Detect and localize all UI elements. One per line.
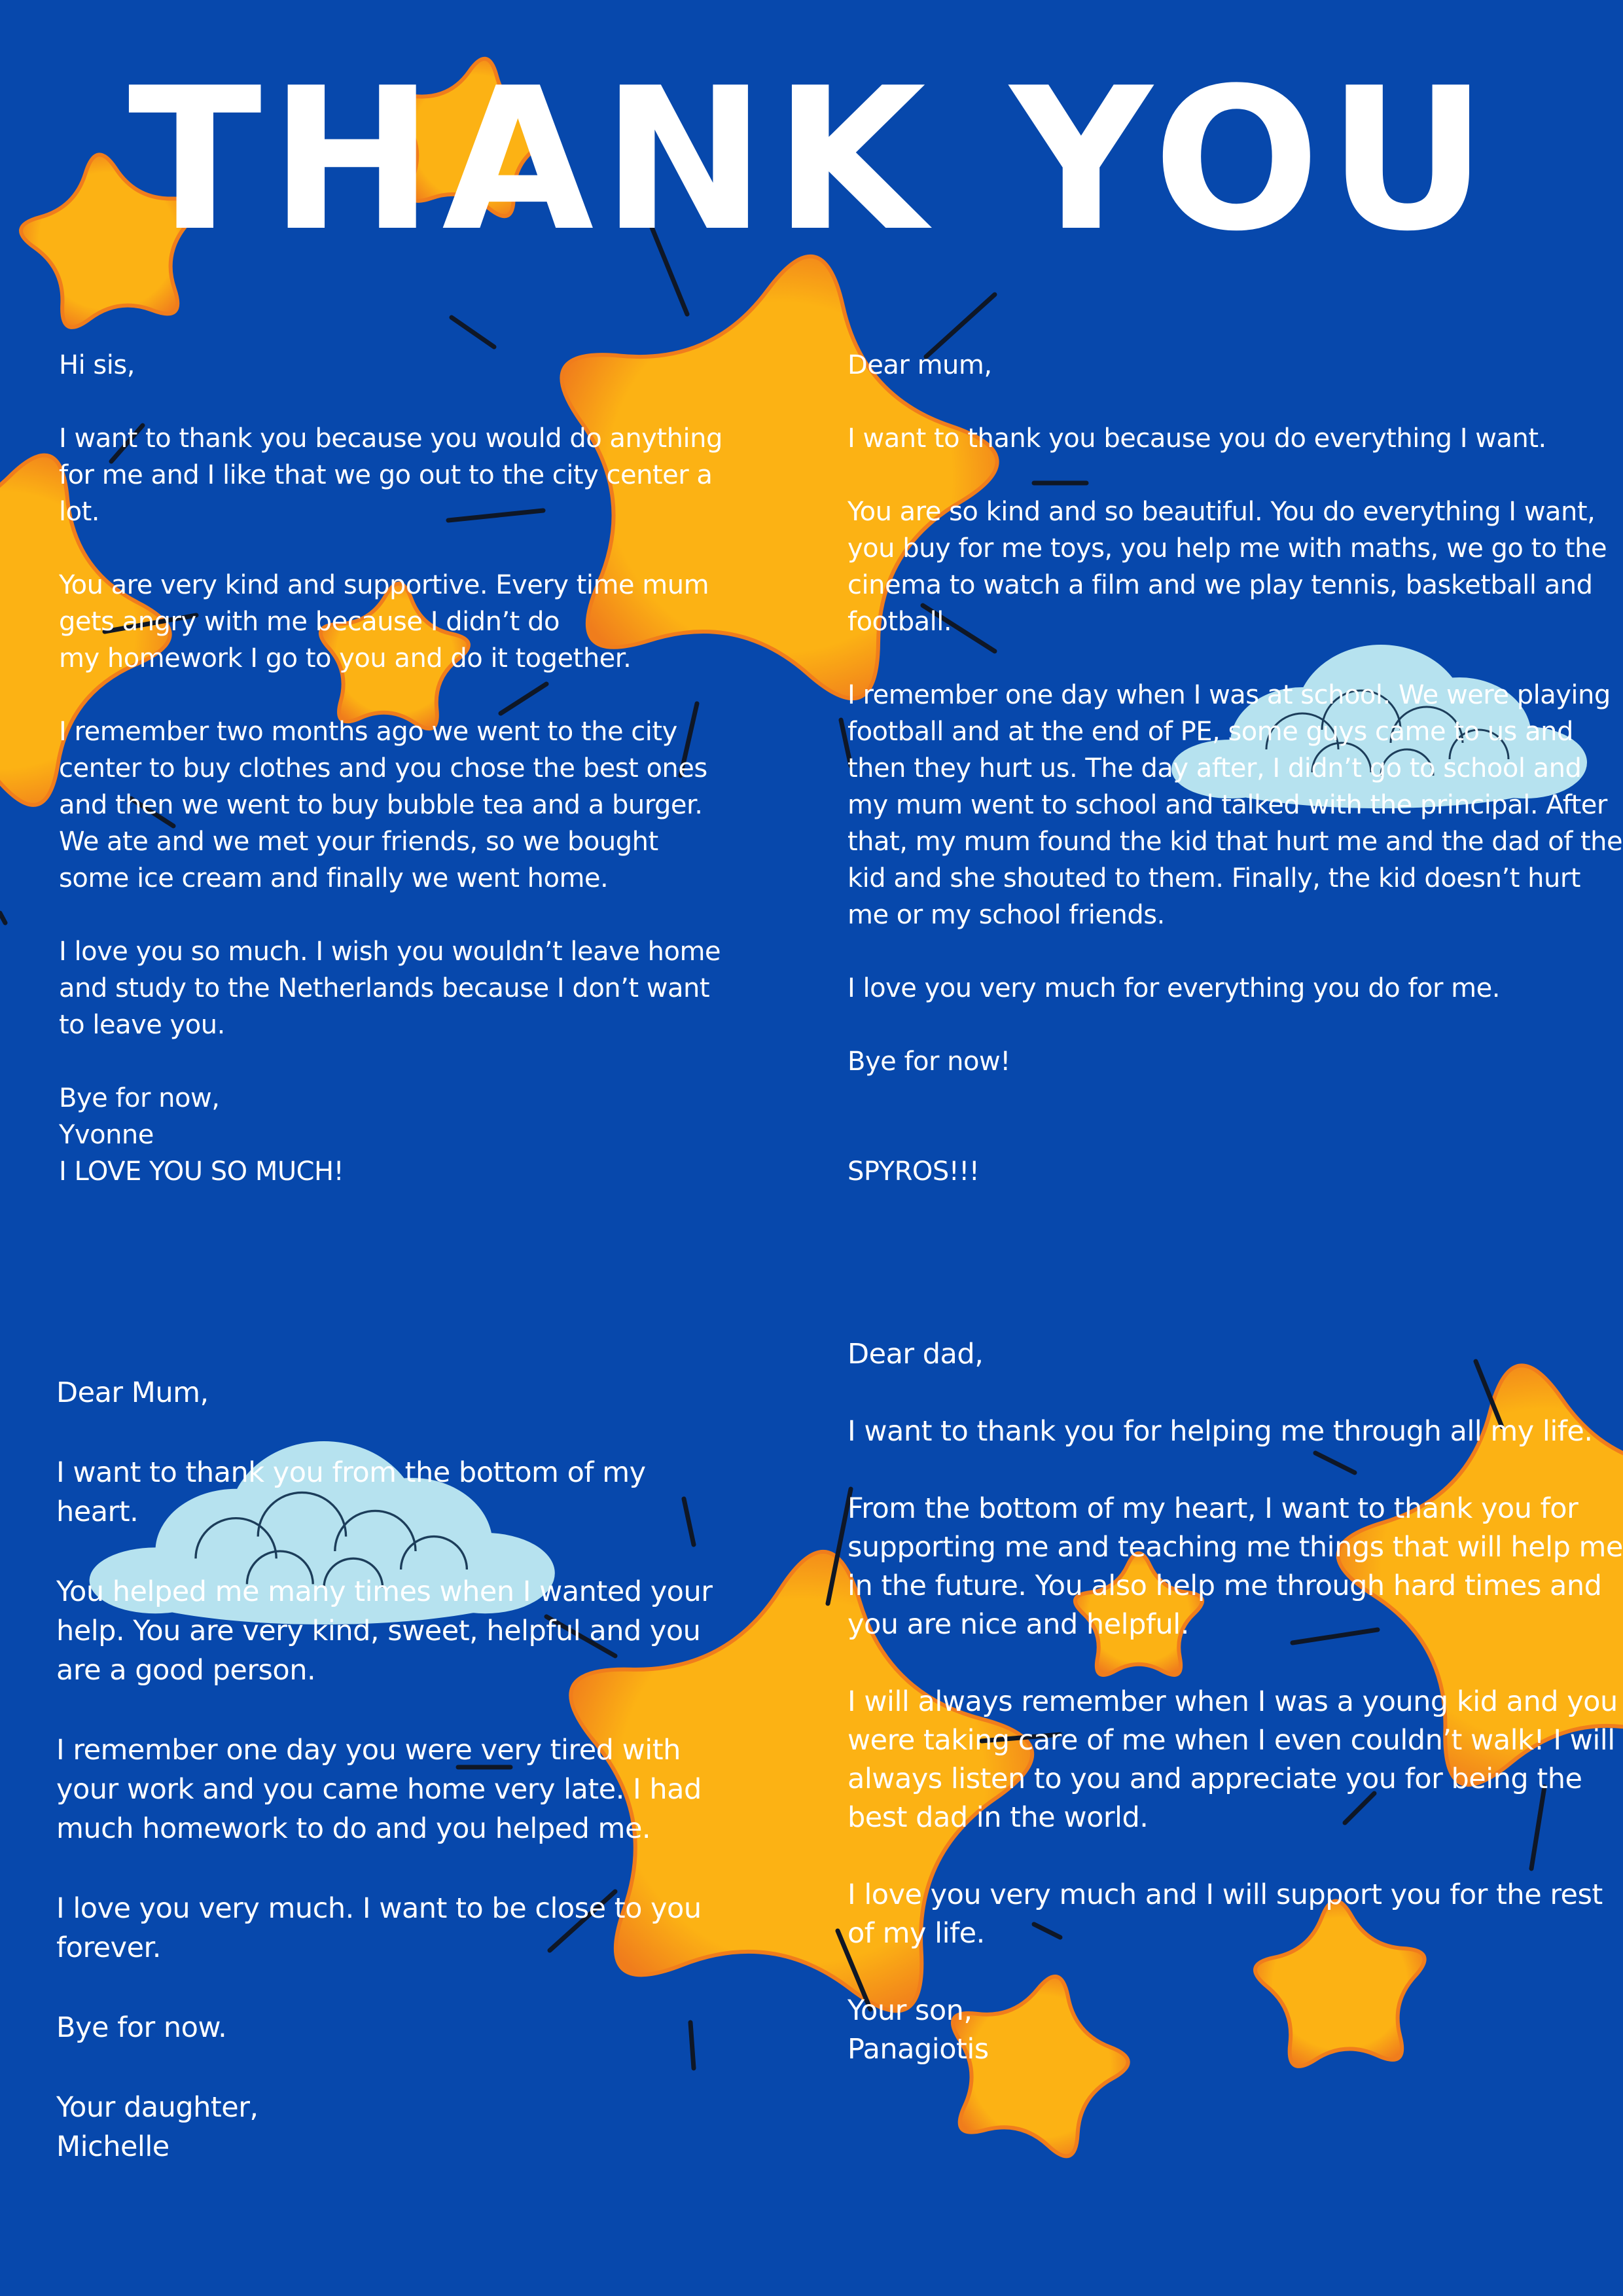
line-gap [847,1080,1622,1117]
letter-line: I love you so much. I wish you wouldn’t leave home [59,937,721,967]
letter-line: are a good person. [56,1654,316,1687]
letter-line: heart. [56,1496,139,1528]
letter-line: We ate and we met your friends, so we bought [59,827,658,857]
line-gap [59,384,722,420]
line-gap [847,933,1622,970]
letter-line: then they hurt us. The day after, I didn’t go to school and [847,753,1582,783]
letter-to-sis [59,347,722,1190]
letter-to-dad [847,1335,1623,2069]
letter-line: Michelle [56,2130,169,2163]
line-gap [847,1837,1623,1876]
letter-line: of my life. [847,1917,985,1950]
letter-line: You are very kind and supportive. Every time mum [59,570,709,600]
letter-line: lot. [59,497,99,527]
letter-line: some ice cream and finally we went home. [59,863,609,893]
line-gap [847,1451,1623,1490]
line-gap [847,457,1622,493]
letter-line: and study to the Netherlands because I don’t want [59,973,710,1003]
letter-line: Dear Mum, [56,1376,209,1409]
sparkle-ray [452,317,494,347]
letter-line: I love you very much and I will support you for the rest [847,1878,1603,1911]
letter-line: you buy for me toys, you help me with maths, we go to the [847,533,1607,564]
letter-line: my homework I go to you and do it together. [59,643,632,673]
letter-line: I love you very much for everything you do for me. [847,973,1500,1003]
letter-line: SPYROS!!! [847,1157,980,1187]
letter-line: kid and she shouted to them. Finally, the kid doesn’t hurt [847,863,1580,893]
letter-line: to leave you. [59,1010,225,1040]
letter-line: I LOVE YOU SO MUCH! [59,1157,344,1187]
letter-line: I want to thank you from the bottom of my [56,1456,646,1489]
letter-line: in the future. You also help me through hard times and [847,1570,1602,1602]
poster-title: THANK YOU [128,46,1495,274]
letter-line: I remember one day you were very tired with [56,1734,681,1767]
sparkle-ray [0,913,5,923]
letter-line: Bye for now, [59,1083,220,1113]
letter-line: you are nice and helpful. [847,1608,1189,1641]
line-gap [56,1690,712,1731]
letter-line: my mum went to school and talked with the principal. After [847,790,1607,820]
letter-line: I will always remember when I was a young kid and you [847,1685,1618,1718]
letter-line: I want to thank you because you would do anything [59,423,722,454]
letter-to-mum-from-daughter [56,1373,712,2166]
letter-line: Bye for now. [56,2011,227,2044]
letter-line: I remember one day when I was at school. We were playing [847,680,1611,710]
line-gap [56,2047,712,2088]
letter-line: help. You are very kind, sweet, helpful and you [56,1615,701,1647]
letter-line: best dad in the world. [847,1801,1149,1834]
line-gap [847,1374,1623,1412]
letter-line: Hi sis, [59,350,135,380]
line-gap [56,1967,712,2008]
letter-to-mum-from-son [847,347,1622,1190]
letter-line: You helped me many times when I wanted your [56,1575,713,1608]
line-gap [59,530,722,567]
line-gap [59,1043,722,1080]
letter-line: I remember two months ago we went to the city [59,717,677,747]
line-gap [59,897,722,933]
letter-line: gets angry with me because I didn’t do [59,607,560,637]
letter-line: Dear dad, [847,1338,984,1371]
letter-line: Bye for now! [847,1047,1010,1077]
letter-line: Yvonne [59,1120,154,1150]
line-gap [847,1644,1623,1683]
line-gap [847,640,1622,677]
line-gap [56,1532,712,1572]
letter-line: Your daughter, [56,2091,259,2124]
line-gap [847,1007,1622,1043]
letter-line: Your son, [847,1994,972,2027]
letter-line: I want to thank you for helping me through all my life. [847,1415,1593,1448]
letter-line: much homework to do and you helped me. [56,1812,651,1845]
letter-line: always listen to you and appreciate you for being the [847,1763,1582,1795]
letter-line: supporting me and teaching me things that will help me [847,1531,1623,1564]
line-gap [847,1953,1623,1992]
letter-line: You are so kind and so beautiful. You do everything I want, [847,497,1596,527]
letter-line: were taking care of me when I even couldn’t walk! I will [847,1724,1615,1757]
letter-line: me or my school friends. [847,900,1165,930]
letter-line: Dear mum, [847,350,992,380]
letter-line: and then we went to buy bubble tea and a burger. [59,790,703,820]
letter-line: forever. [56,1931,161,1964]
line-gap [56,1412,712,1453]
line-gap [847,1117,1622,1153]
letter-line: I want to thank you because you do everything I want. [847,423,1546,454]
letter-line: From the bottom of my heart, I want to thank you for [847,1492,1578,1525]
letter-line: for me and I like that we go out to the city center a [59,460,713,490]
letter-line: that, my mum found the kid that hurt me and the dad of the [847,827,1623,857]
letter-line: football. [847,607,952,637]
line-gap [847,384,1622,420]
line-gap [59,677,722,713]
letter-line: Panagiotis [847,2033,989,2066]
letter-line: I love you very much. I want to be close to you [56,1892,702,1925]
letter-line: football and at the end of PE, some guys came to us and [847,717,1573,747]
letter-line: cinema to watch a film and we play tennis, basketball and [847,570,1593,600]
line-gap [56,1848,712,1889]
letter-line: center to buy clothes and you chose the best ones [59,753,707,783]
letter-line: your work and you came home very late. I had [56,1773,702,1806]
